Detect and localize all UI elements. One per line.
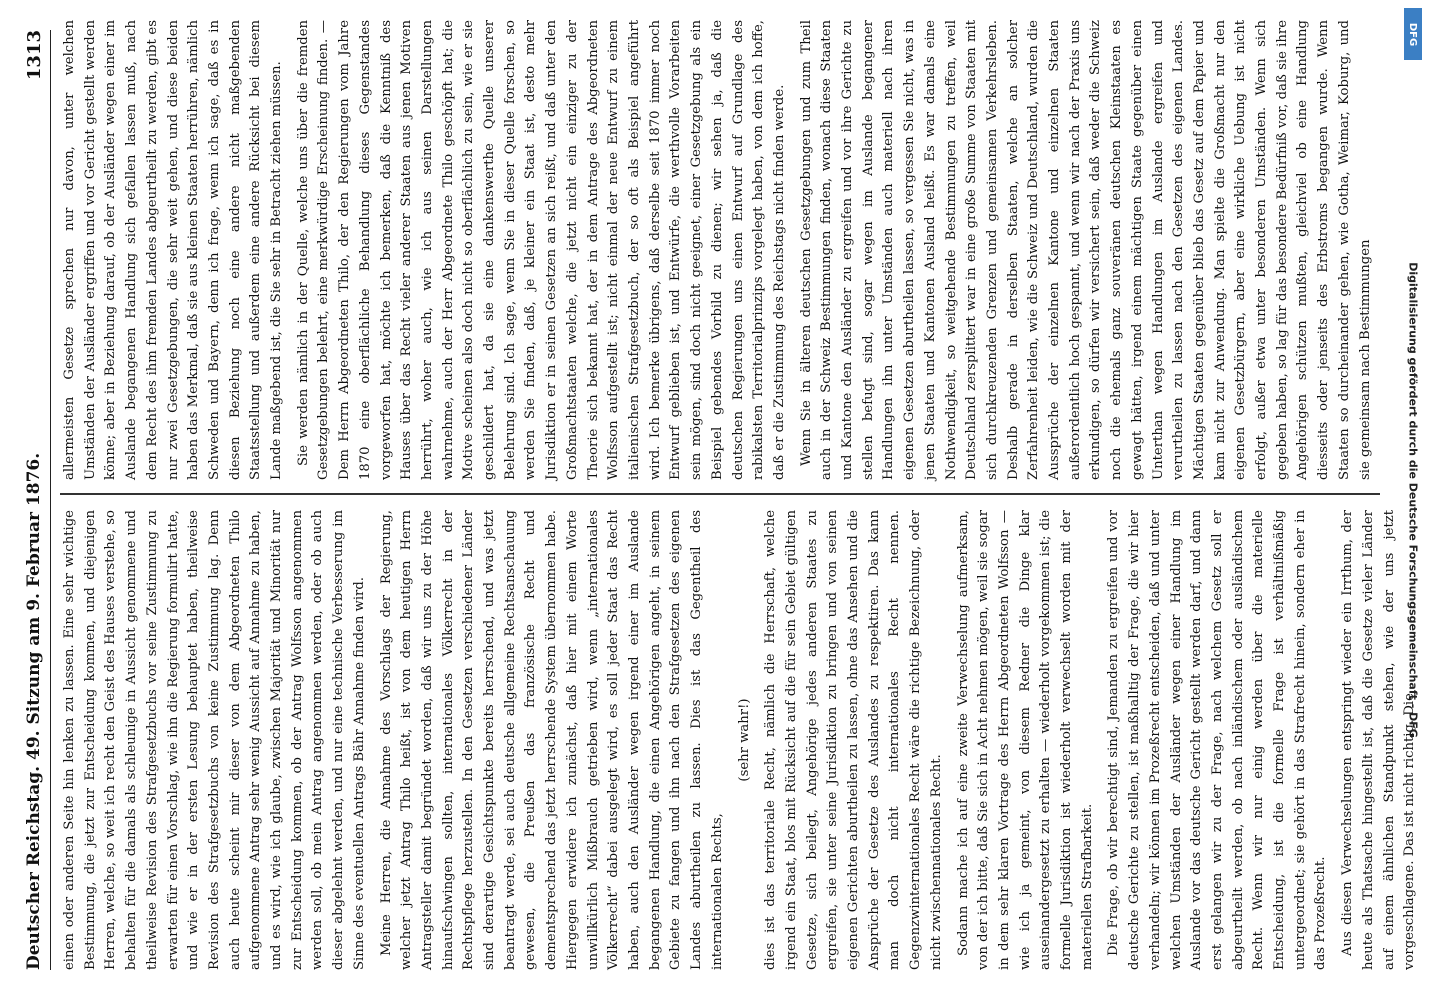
paragraph: Sie werden nämlich in der Quelle, welche uns über die fremden Gesetzgebungen belehrt, eine merkwürdige Erscheinung finden. — Dem Herrn Abgeordneten Thilo, der den Regierungen vom Jahre 1870 eine oberflächliche Behandlung dieses Gegenstandes vorgeworfen hat, möchte ich bemerken, daß die Kenntniß des Hauses über das Recht vieler anderer Staaten aus jenen Motiven herrührt, woher auch, wie ich aus seinen Darstellungen wahrnehme, auch der Herr Abgeordnete Thilo geschöpft hat; die Motive scheinen also doch nicht so oberflächlich zu sein, wie er sie geschildert hat, da sie eine dankenswerthe Quelle unserer Belehrung sind. Ich sage, wenn Sie in dieser Quelle forschen, so werden Sie finden, daß, je kleiner ein Staat ist, desto mehr Jurisdiktion er in seinen Gesetzen an sich reißt, und daß unter den Großmachtstaaten welche, die jetzt nicht ein einziger zu der Theorie sich bekannt hat, der in dem Antrage des Abgeordneten Wolfsson aufgestellt ist; nicht einmal der neue Entwurf zu einem italienischen Strafgesetzbuch, der so oft als Beispiel angeführt wird. Ich bemerke übrigens, daß derselbe seit 1870 immer noch Entwurf geblieben ist, und Entwürfe, die werthvolle Vorarbeiten sein mögen, sind doch nicht geeignet, einer Gesetzgebung als ein Beispiel gebendes Vorbild zu dienen; wir sehen ja, daß die deutschen Regierungen uns einen Entwurf auf Grundlage des rabikalsten Territorialprinzips vorgelegt haben, von dem ich hoffe, daß er die Zustimmung des Reichstags nicht finden werde. [295,20,787,480]
paragraph: einen oder anderen Seite hin lenken zu lassen. Eine sehr wichtige Bestimmung, die jetzt zur Entscheidung kommen, und diejenigen Herren, welche, so weit ich recht den Geist des Hauses verstehe, so behalten für die damals als schleunige in Aussicht genommene und theilweise Revision des Strafgesetzbuchs vor seine Zustimmung zu erwarten für einen Vorschlag, wie ihn die Regierung formulirt hatte, und wie er in der ersten Lesung behauptet haben, theilweise Revision des Strafgesetzbuchs von keine Zustimmung lag. Denn auch heute scheint mir dieser von dem Abgeordneten Thilo aufgenommene Antrag sehr wenig Aussicht auf Annahme zu haben, und es wird, wie ich glaube, zwischen Majorität und Minorität nur zur Entscheidung kommen, ob der Antrag Wolfsson angenommen werden soll, ob mein Antrag angenommen werden, oder ob auch dieser abgelehnt werden, und nur eine technische Verbesserung im Sinne des eventuellen Antrags Bähr Annahme finden wird. [62,510,367,970]
paragraph: Wenn Sie in älteren deutschen Gesetzgebungen und zum Theil auch in der Schweiz Bestimmungen finden, wonach diese Staaten und Kantone den Ausländer zu ergreifen und vor ihre Gerichte zu stellen befugt sind, sogar wegen im Auslande begangener Handlungen ihn unter Umständen auch materiell nach ihren eigenen Gesetzen aburtheilen lassen, so vergessen Sie nicht, was in jenen Staaten und Kantonen Ausland heißt. Es war damals eine Nothwendigkeit, so weitgehende Bestimmungen zu treffen, weil Deutschland zersplittert war in eine große Summe von Staaten mit sich durchkreuzenden Grenzen und gemeinsamen Verkehrsleben. Deshalb gerade in derselben Staaten, welche an solcher Zerfahrenheit leiden, wie die Schweiz und Deutschland, wurden die Aussprüche der einzelnen Kantone und einzelnen Staaten außerordentlich hoch gespannt, und wenn wir nach der Praxis uns erkundigen, so dürfen wir versichert sein, daß weder die Schweiz noch die ehemals ganz souveränen deutschen Kleinstaaten es gewagt hätten, irgend einem mächtigen Staate gegenüber einen Unterthan wegen Handlungen im Auslande ergreifen und verurtheilen zu lassen nach den Gesetzen des eigenen Landes. Mächtigen Staaten gegenüber blieb das Gesetz auf dem Papier und kam nicht zur Anwendung. Man spielte die Großmacht nur den eigenen Gesetzbürgern, aber eine wirkliche Uebung ist nicht erfolgt, außer etwa unter besonderen Umständen. Wenn sich gegeben haben, so lag für das besondere Bedürfniß vor, daß sie ihre Angehörigen schützen mußten, gleichviel ob eine Handlung diesseits oder jenseits des Erbstroms begangen wurde. Wenn Staaten so durcheinander gehen, wie Gotha, Weimar, Koburg, und sie gemeinsam nach Bestimmungen [798,20,1373,480]
interjection: (sehr wahr!) [736,698,752,782]
paragraph: Die Frage, ob wir berechtigt sind, Jemanden zu ergreifen und vor deutsche Gerichte zu stellen, ist maßhalltig der Frage, die wir hier verhandeln; wir können im Prozeßrecht entscheiden, daß und unter welchen Umständen der Ausländer wegen einer Handlung im Auslande vor das deutsche Gericht gestellt werden darf, und dann erst gelangen wir zu der Frage, nach welchem Gesetz soll er abgeurtheilt werden, ob nach inländischem oder ausländischem Recht. Wenn wir nur einig werden über die materielle Entscheidung, ist die formelle Frage ist verhältnißmäßig untergeordnet; sie gehört in das Strafrecht hinein, sondern eher in das Prozeßrecht. [1106,510,1329,970]
paragraph: Meine Herren, die Annahme des Vorschlags der Regierung, welcher jetzt Antrag Thilo heißt, ist von dem heutigen Herrn Antragsteller damit begründet worden, daß wir uns zu der Höhe hinaufschwingen sollten, internationales Völkerrecht in der Rechtspflege herzustellen. In den Gesetzen verschiedener Länder sind derartige Gesichtspunkte bereits herrschend, und was jetzt beantragt werde, sei auch deutsche allgemeine Rechtsanschauung gewesen, die Preußen das französische Recht und dementsprechend das jetzt herrschende System übernommen habe. Hiergegen erwidere ich zunächst, daß hier mit einem Worte unwillkürlich Mißbrauch getrieben wird, wenn „internationales Völkerrecht“ dabei ausgelegt wird, es soll jeder Staat das Recht haben, auch den Ausländer wegen irgend einer im Auslande begangenen Handlung, die einen Angehörigen angeht, in seinem Gebiete zu fangen und ihn nach den Strafgesetzen des eigenen Landes aburtheilen zu lassen. Dies ist das Gegentheil des internationalen Rechts, [378,510,725,970]
paragraph: Sodann mache ich auf eine zweite Verwechselung aufmerksam, von der ich bitte, daß Sie sich in Acht nehmen mögen, weil sie sogar in dem sehr klaren Vortrage des Herrn Abgeordneten Wolfsson — wie ich ja gemeint, von diesem Redner die Dinge klar auseinandergesetzt zu erhalten — wiederholt vorgekommen ist; die formelle Jurisdiktion ist wiederholt verwechselt worden mit der materiellen Strafbarkeit. [955,510,1095,970]
credit-text: Digitalisierung gefördert durch die Deutsche Forschungsgemeinschaft - DFG [1406,262,1420,738]
paragraph: dies ist das territoriale Recht, nämlich die Herrschaft, welche irgend ein Staat, blos mit Rücksicht auf die für sein Gebiet gültigen Gesetze, sich beilegt, Angehörige jedes anderen Staates zu ergreifen, sie unter seine Jurisdiktion zu bringen und von seinen eigenen Gerichten aburtheilen zu lassen, ohne das Ansehen und die Ansprüche der Gesetze des Auslandes zu respektiren. Das kann man doch nicht internationales Recht nennen. Gegenzwinternationales Recht wäre die richtige Bezeichnung, oder nicht zwischennationales Recht. [763,510,944,970]
left-column [60,510,1418,970]
dfg-logo: DFG [1404,8,1422,60]
digitization-credit [1398,10,1428,990]
header-title: Deutscher Reichstag. 49. Sitzung am 9. Februar 1876. [24,452,44,970]
column-divider [60,494,1380,496]
page-header [18,30,51,970]
right-column [60,20,1380,480]
paragraph: allermeisten Gesetze sprechen nur davon, unter welchen Umständen der Ausländer ergriffen und vor Gericht gestellt werden könne; aber in Beziehung darauf, ob der Ausländer wegen einer im Auslande begangenen Handlung sich gefallen lassen muß, nach dem Recht des ihm fremden Landes abgeurtheilt zu werden, gibt es nur zwei Gesetzgebungen, die sehr weit gehen, und diese beiden haben das Merkmal, daß sie aus kleinen Staaten herrühren, nämlich Schweden und Bayern, denn ich frage, wenn ich sage, daß es in diesen Beziehung noch eine andere nicht maßgebenden Staatsstellung und außerdem eine andere Rücksicht bei diesem Lande maßgebend ist, die Sie sehr in Betracht ziehen müssen. [62,20,285,480]
paragraph: Aus diesen Verwechselungen entspringt wieder ein Irrthum, der heute als Thatsache hingestellt ist, daß die Gesetze vieler Länder auf einem ähnlichen Standpunkt stehen, wie der uns jetzt vorgeschlagene. Das ist nicht richtig. Die [1340,510,1418,970]
page-number: 1313 [23,30,45,81]
